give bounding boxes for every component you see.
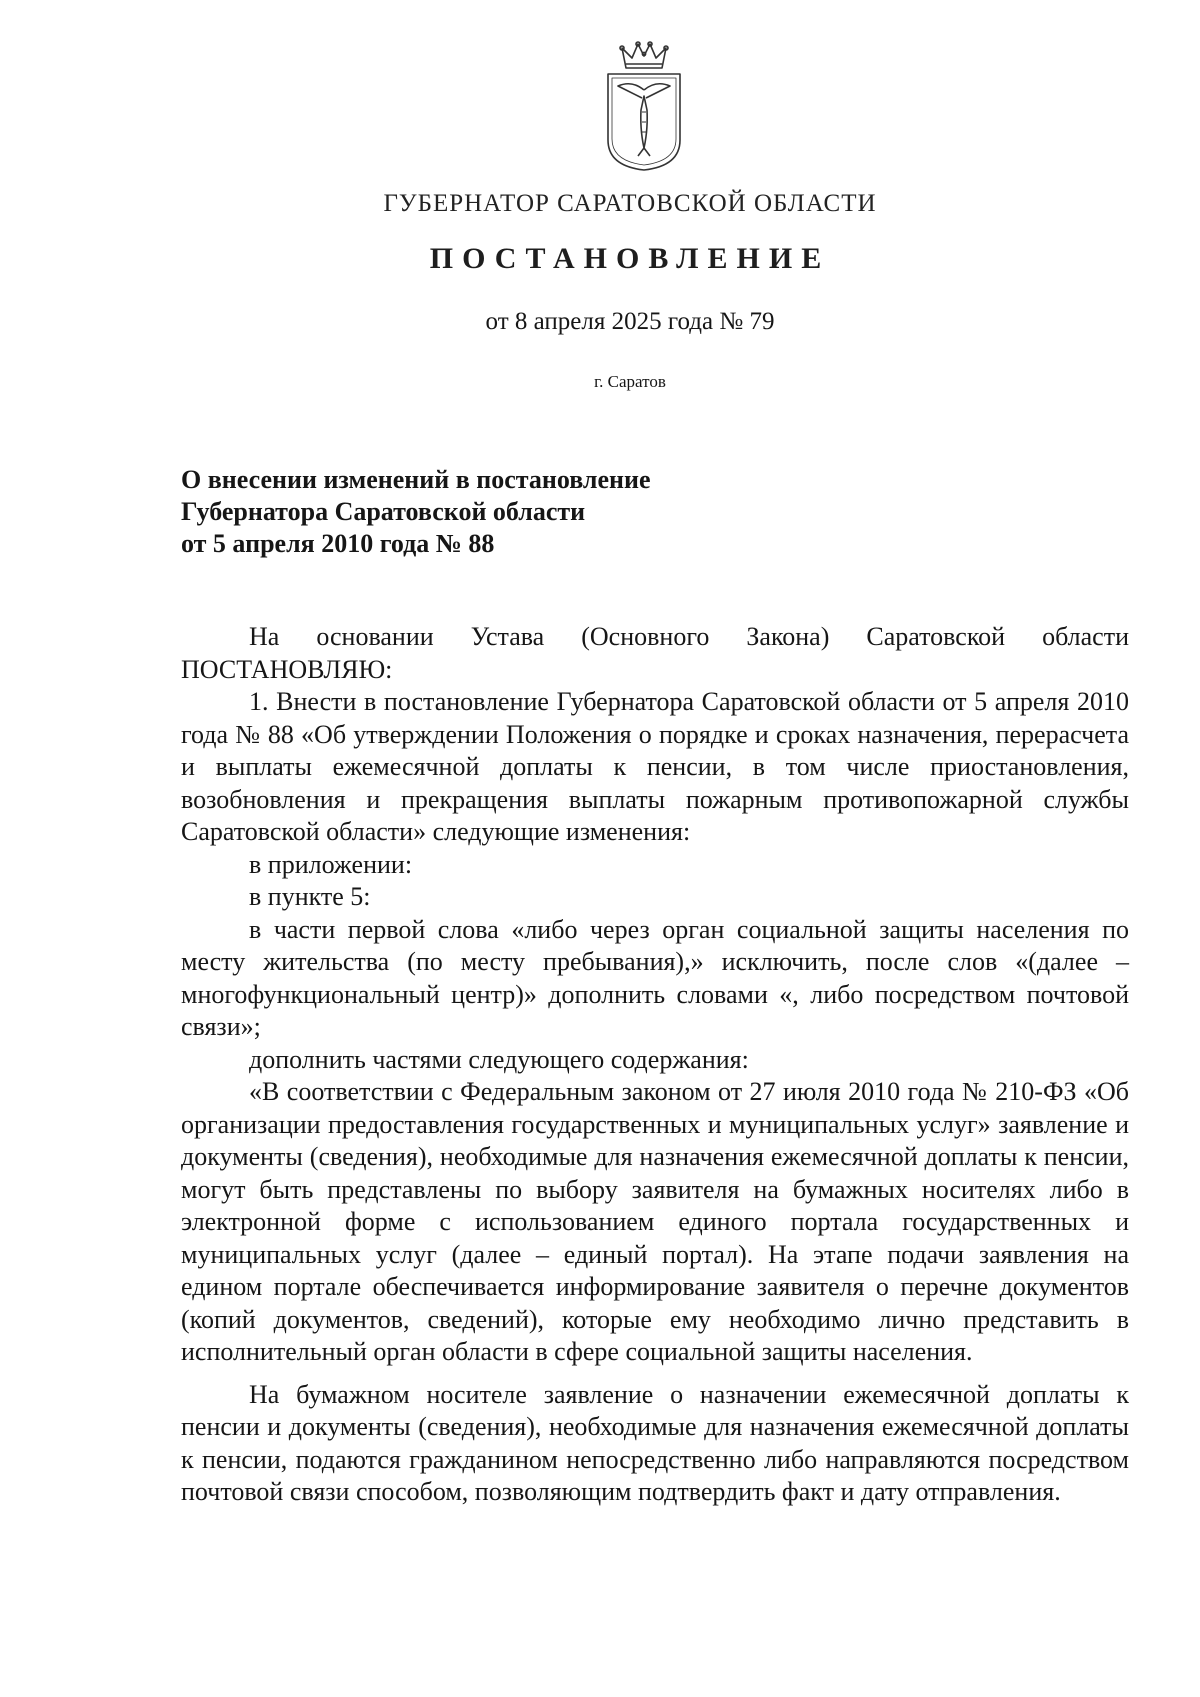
- paragraph-item-1: 1. Внести в постановление Губернатора Саратовской области от 5 апреля 2010 года № 88 «Об утверждении Положения о порядке и сроках назначения, перерасчета и выплаты ежемесячной доплаты к пенсии, в том числе приостановления, возобновления и прекращения выплаты пожарным противопожарной службы Саратовской области» следующие изменения:: [181, 687, 1129, 846]
- document-type: ПОСТАНОВЛЕНИЕ: [429, 242, 831, 275]
- issuer-title: ГУБЕРНАТОР САРАТОВСКОЙ ОБЛАСТИ: [383, 190, 877, 217]
- document-date-number: от 8 апреля 2025 года № 79: [485, 308, 775, 335]
- paragraph-in-point-5: в пункте 5:: [249, 882, 371, 911]
- subject-line-3: от 5 апреля 2010 года № 88: [181, 529, 495, 558]
- paragraph-part-one: в части первой слова «либо через орган социальной защиты населения по месту жительства (по месту пребывания),» исключить, после слов «(далее – многофункциональный центр)» дополнить словами «, либо посредством почтовой связи»;: [181, 914, 1129, 1041]
- subject-line-2: Губернатора Саратовской области: [181, 497, 586, 526]
- paragraph-in-appendix: в приложении:: [249, 849, 413, 879]
- document-city: г. Саратов: [594, 372, 666, 391]
- subject-line-1: О внесении изменений в постановление: [181, 465, 651, 494]
- document-body: [181, 621, 1129, 1509]
- coat-of-arms-icon: [596, 40, 692, 174]
- paragraph-quoted-part-2: На бумажном носителе заявление о назначении ежемесячной доплаты к пенсии и документы (сведения), необходимые для назначения ежемесячной доплаты к пенсии, подаются гражданином непосредственно либо направляются посредством почтовой связи способом, позволяющим подтвердить факт и дату отправления.: [181, 1379, 1129, 1506]
- paragraph-quoted-part-1: «В соответствии с Федеральным законом от 27 июля 2010 года № 210-ФЗ «Об организации предоставления государственных и муниципальных услуг» заявление и документы (сведения), необходимые для назначения ежемесячной доплаты к пенсии, могут быть представлены по выбору заявителя на бумажных носителях либо в электронной форме с использованием единого портала государственных и муниципальных услуг (далее – единый портал). На этапе подачи заявления на едином портале обеспечивается информирование заявителя о перечне документов (копий документов, сведений), которые ему необходимо лично представить в исполнительный орган области в сфере социальной защиты населения.: [181, 1077, 1129, 1366]
- document-subject: [181, 464, 651, 560]
- paragraph-basis: На основании Устава (Основного Закона) Саратовской области ПОСТАНОВЛЯЮ:: [181, 622, 1129, 684]
- paragraph-add-parts: дополнить частями следующего содержания:: [249, 1044, 749, 1074]
